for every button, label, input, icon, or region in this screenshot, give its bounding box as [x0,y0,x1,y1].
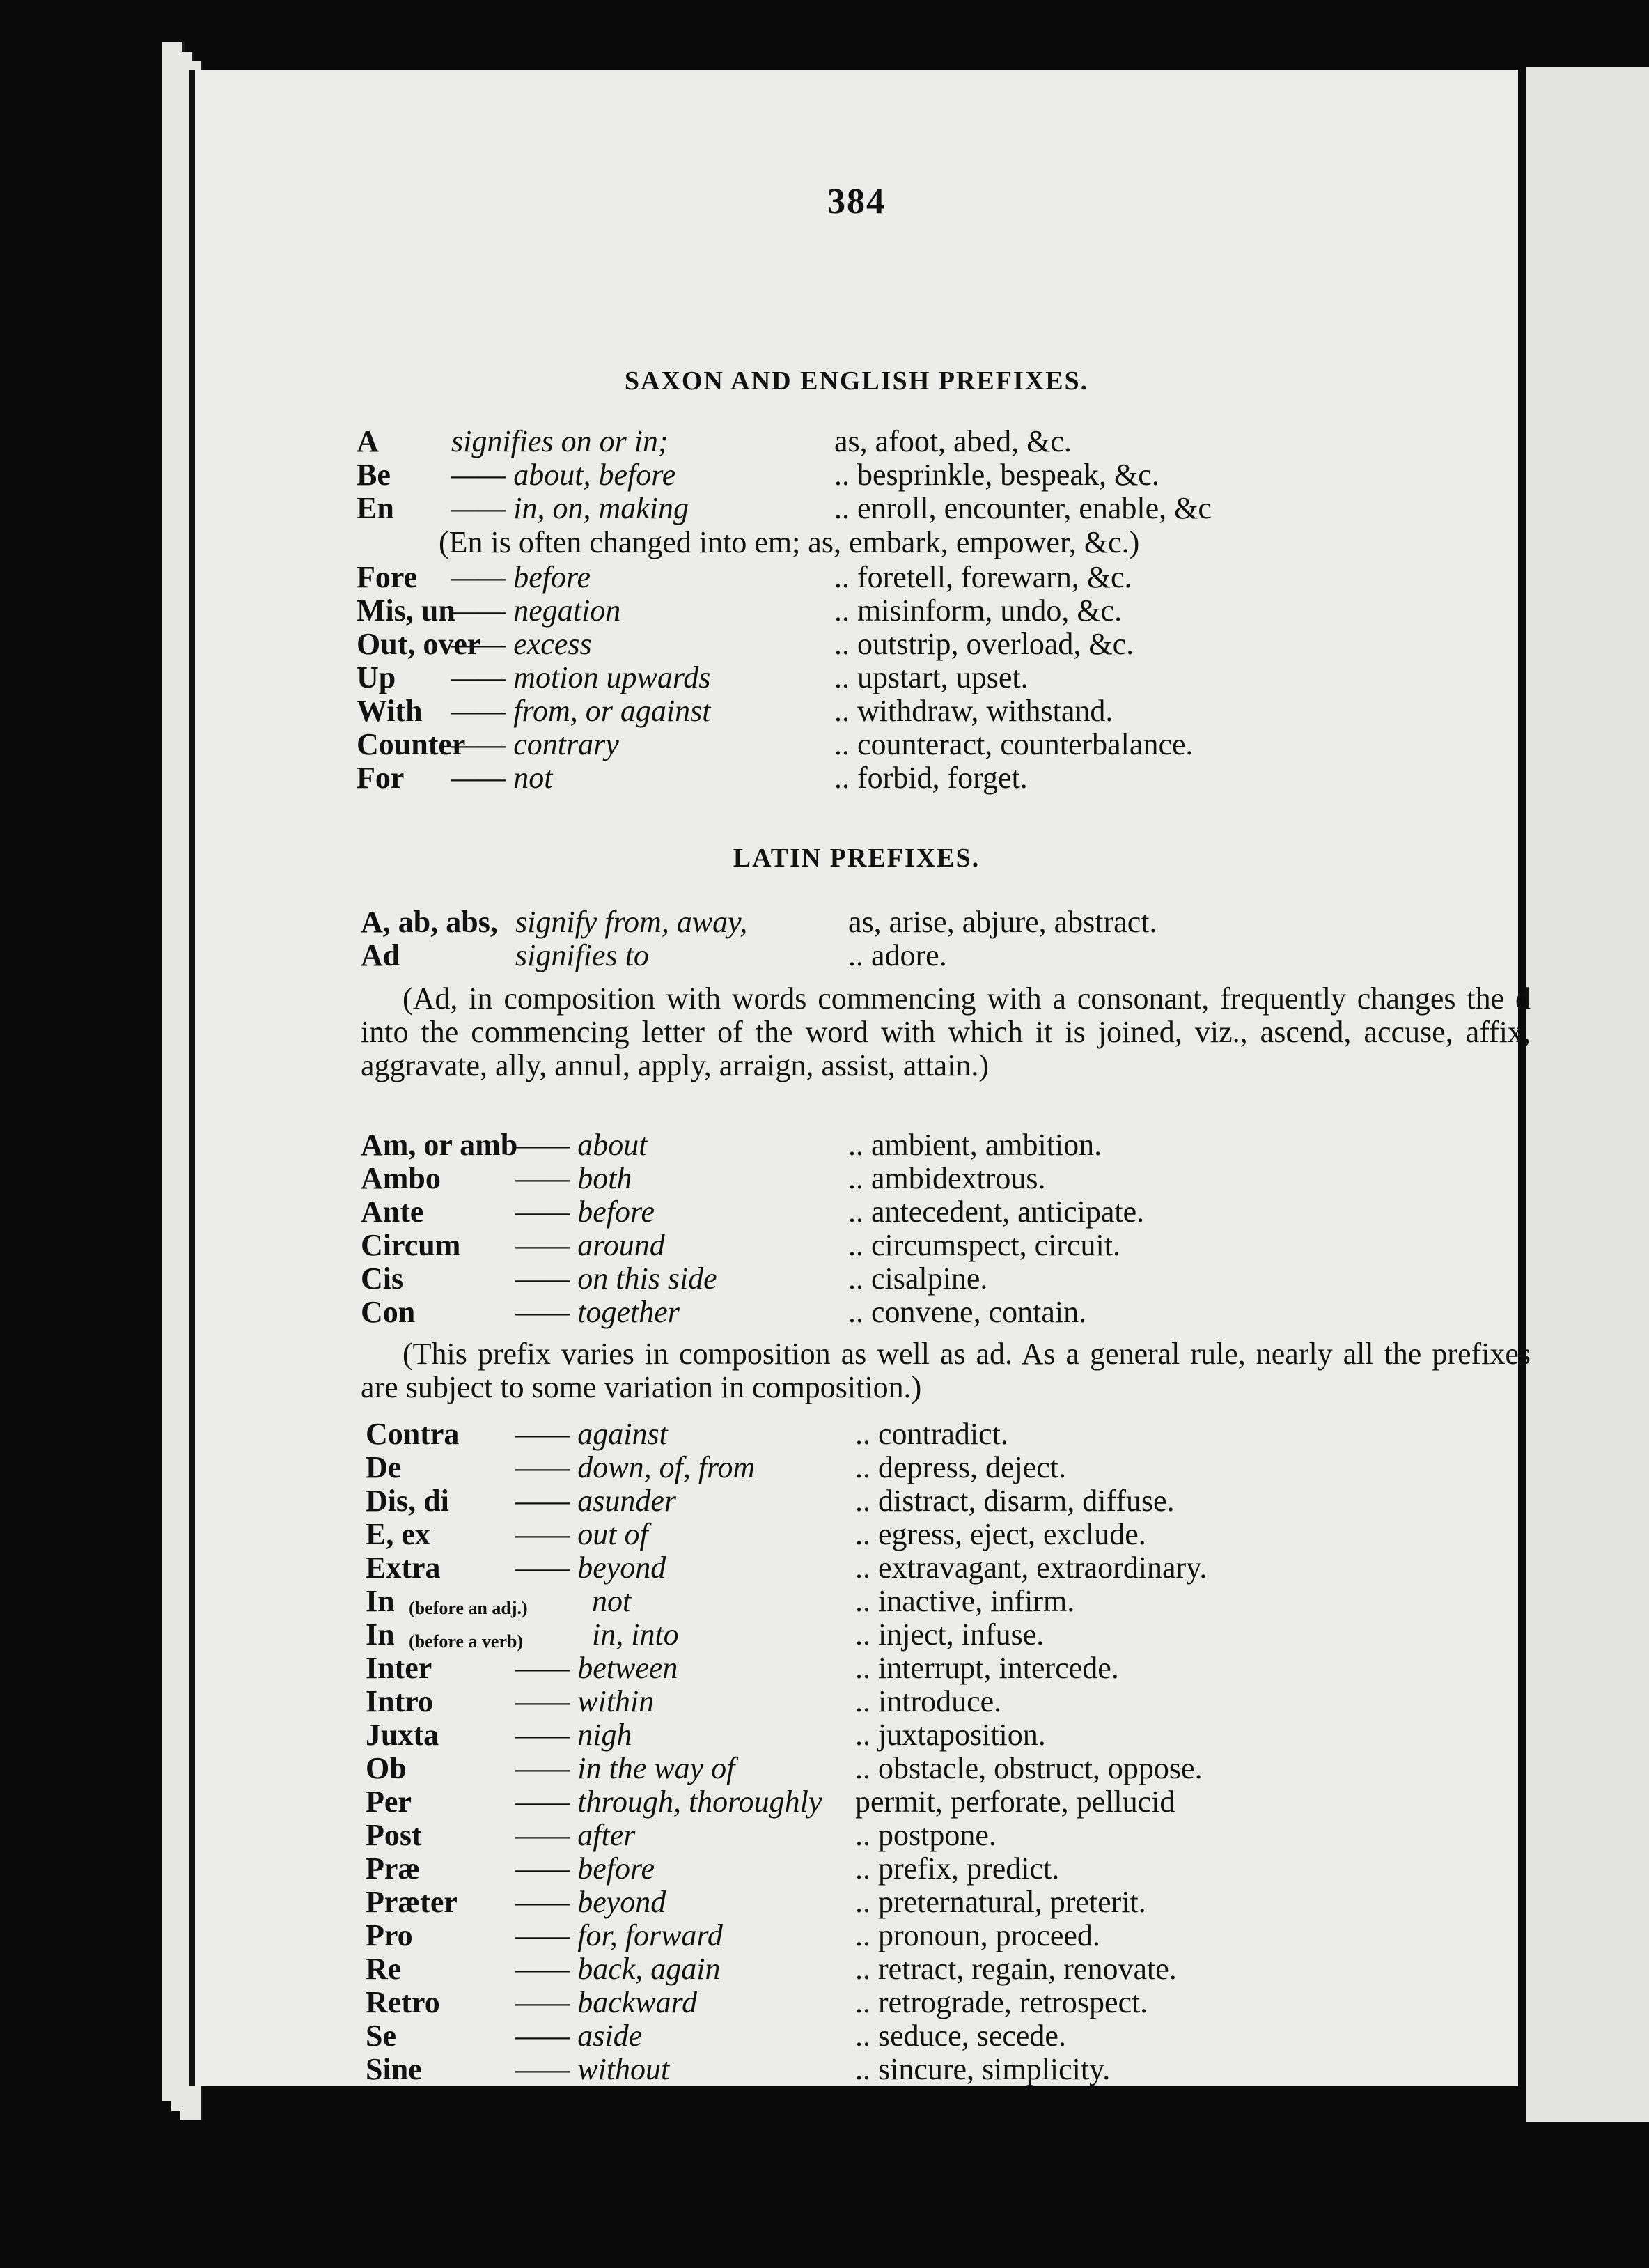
prefix-row [195,1551,1518,1585]
meaning: —— about, before [451,458,676,492]
meaning: —— before [515,1851,655,1886]
meaning: —— both [515,1161,632,1195]
meaning: —— down, of, from [515,1450,756,1484]
examples: .. outstrip, overload, &c. [834,627,1134,661]
prefix: Per [366,1785,412,1819]
examples: .. enroll, encounter, enable, &c [834,491,1212,525]
prefix-row [195,1296,1518,1329]
prefix: Ante [361,1195,424,1229]
prefix-row [195,1418,1518,1451]
prefix: Counter [357,727,466,761]
examples: .. upstart, upset. [834,660,1029,694]
prefix-row [195,1718,1518,1752]
meaning: —— not [451,761,553,795]
examples: .. retrograde, retrospect. [855,1985,1148,2019]
prefix: Sine [366,2052,422,2086]
prefix-row [195,2053,1518,2086]
prefix-row [195,1886,1518,1919]
examples: .. convene, contain. [848,1295,1087,1329]
prefix-row [195,661,1518,694]
meaning: —— contrary [451,727,619,761]
examples: as, arise, abjure, abstract. [848,905,1157,939]
prefix: Se [366,2019,396,2053]
prefix: Out, over [357,627,481,661]
examples: as, afoot, abed, &c. [834,424,1072,458]
prefix-row [195,1451,1518,1484]
prefix-row [195,425,1518,458]
prefix: Ad [361,938,400,972]
examples: .. inactive, infirm. [855,1584,1075,1618]
meaning: not [592,1584,632,1618]
prefix: Re [366,1952,402,1986]
prefix: Contra [366,1417,460,1451]
examples: .. distract, disarm, diffuse. [855,1484,1175,1518]
meaning: —— within [515,1684,655,1718]
meaning: —— before [515,1195,655,1229]
book-page [189,70,1531,2086]
prefix: De [366,1450,402,1484]
meaning: —— motion upwards [451,660,711,694]
prefix: Intro [366,1684,433,1718]
prefix: Juxta [366,1718,439,1752]
prefix: Mis, un [357,593,455,628]
examples: permit, perforate, pellucid [855,1785,1175,1819]
examples: .. prefix, predict. [855,1851,1060,1886]
meaning: —— negation [451,593,621,628]
prefix: A [357,424,379,458]
meaning: —— asunder [515,1484,677,1518]
prefix-row [195,1652,1518,1685]
latin-note-2: (This prefix varies in composition as well as ad. As a general rule, nearly all the prefixes are subject to some variation in composition.) [361,1337,1531,1404]
examples: .. sincure, simplicity. [855,2052,1111,2086]
examples: .. preternatural, preterit. [855,1885,1146,1919]
meaning: —— backward [515,1985,698,2019]
meaning: —— between [515,1651,678,1685]
meaning: —— nigh [515,1718,632,1752]
prefix: Circum [361,1228,461,1262]
meaning: —— before [451,560,591,594]
examples: .. forbid, forget. [834,761,1028,795]
prefix-row [195,694,1518,728]
examples: .. egress, eject, exclude. [855,1517,1146,1551]
page-number: 384 [827,182,886,222]
examples: .. postpone. [855,1818,997,1852]
prefix: In [366,1617,395,1652]
examples: .. inject, infuse. [855,1617,1045,1652]
latin-note-1: (Ad, in composition with words commencing with a consonant, frequently changes the d into the commencing letter of the word with which it is joined, viz., ascend, accuse, affix, aggravate, ally, annul, apply, arraign, assist, attain.) [361,981,1531,1082]
prefix-row [195,1518,1518,1551]
prefix: En [357,491,394,525]
meaning: signifies on or in; [451,424,669,458]
latin-heading: LATIN PREFIXES. [733,844,980,873]
facing-page-edge [1526,67,1649,2122]
prefix-row [195,1919,1518,1952]
examples: .. circumspect, circuit. [848,1228,1120,1262]
prefix: Ambo [361,1161,441,1195]
prefix: Inter [366,1651,432,1685]
meaning: —— out of [515,1517,648,1551]
prefix-row [195,492,1518,525]
prefix-row [195,1952,1518,1986]
meaning: —— against [515,1417,668,1451]
examples: .. pronoun, proceed. [855,1918,1100,1952]
prefix: For [357,761,405,795]
prefix: Be [357,458,391,492]
examples: .. ambidextrous. [848,1161,1046,1195]
prefix: A, ab, abs, [361,905,498,939]
examples: .. obstacle, obstruct, oppose. [855,1751,1203,1785]
meaning: signify from, away, [515,905,748,939]
examples: .. seduce, secede. [855,2019,1066,2053]
meaning: —— for, forward [515,1918,723,1952]
prefix: Am, or amb [361,1128,518,1162]
prefix-row [195,1484,1518,1518]
examples: .. adore. [848,938,947,972]
examples: .. extravagant, extraordinary. [855,1551,1208,1585]
examples: .. depress, deject. [855,1450,1066,1484]
saxon-note: (En is often changed into em; as, embark, empower, &c.) [439,525,1140,559]
examples: .. retract, regain, renovate. [855,1952,1177,1986]
prefix-row [195,1618,1518,1652]
prefix: Pro [366,1918,413,1952]
prefix-row [195,1195,1518,1229]
examples: .. foretell, forewarn, &c. [834,560,1132,594]
meaning: signifies to [515,938,649,972]
prefix: Ob [366,1751,407,1785]
saxon-heading: SAXON AND ENGLISH PREFIXES. [624,366,1089,396]
examples: .. misinform, undo, &c. [834,593,1123,628]
prefix: Extra [366,1551,441,1585]
meaning: —— from, or against [451,694,711,728]
prefix-row [195,2019,1518,2053]
prefix: Præ [366,1851,421,1886]
meaning: —— together [515,1295,680,1329]
examples: .. introduce. [855,1684,1002,1718]
meaning: —— after [515,1818,636,1852]
meaning: —— around [515,1228,665,1262]
prefix: Dis, di [366,1484,449,1518]
meaning: —— back, again [515,1952,721,1986]
examples: .. antecedent, anticipate. [848,1195,1145,1229]
prefix-row [195,1986,1518,2019]
prefix: With [357,694,423,728]
prefix: Up [357,660,396,694]
prefix-row [195,1262,1518,1296]
prefix: In [366,1584,395,1618]
examples: .. withdraw, withstand. [834,694,1113,728]
examples: .. ambient, ambition. [848,1128,1102,1162]
meaning: —— through, thoroughly [515,1785,822,1819]
examples: .. juxtaposition. [855,1718,1046,1752]
meaning: —— without [515,2052,670,2086]
prefix: Cis [361,1261,404,1296]
prefix: E, ex [366,1517,430,1551]
prefix-row [195,1585,1518,1618]
prefix: Fore [357,560,418,594]
prefix-row [195,1785,1518,1819]
prefix-row [195,1685,1518,1718]
prefix-row [195,628,1518,661]
prefix: Post [366,1818,422,1852]
prefix-row [195,906,1518,939]
prefix-row [195,939,1518,972]
examples: .. interrupt, intercede. [855,1651,1119,1685]
prefix-row [195,561,1518,594]
prefix-row [195,1819,1518,1852]
prefix-qualifier: (before an adj.) [409,1598,528,1618]
prefix-row [195,761,1518,795]
examples: .. cisalpine. [848,1261,988,1296]
meaning: in, into [592,1617,679,1652]
meaning: —— on this side [515,1261,717,1296]
prefix-row [195,1128,1518,1162]
prefix: Retro [366,1985,440,2019]
meaning: —— about [515,1128,648,1162]
meaning: —— beyond [515,1885,666,1919]
prefix-row [195,728,1518,761]
prefix-row [195,594,1518,628]
meaning: —— excess [451,627,592,661]
meaning: —— in, on, making [451,491,689,525]
meaning: —— aside [515,2019,643,2053]
examples: .. contradict. [855,1417,1008,1451]
examples: .. besprinkle, bespeak, &c. [834,458,1159,492]
meaning: —— beyond [515,1551,666,1585]
prefix-row [195,1162,1518,1195]
prefix-row [195,458,1518,492]
prefix: Con [361,1295,416,1329]
meaning: —— in the way of [515,1751,735,1785]
prefix-row [195,1229,1518,1262]
prefix-qualifier: (before a verb) [409,1631,524,1652]
prefix: Præter [366,1885,458,1919]
prefix-row [195,1752,1518,1785]
prefix-row [195,1852,1518,1886]
examples: .. counteract, counterbalance. [834,727,1194,761]
